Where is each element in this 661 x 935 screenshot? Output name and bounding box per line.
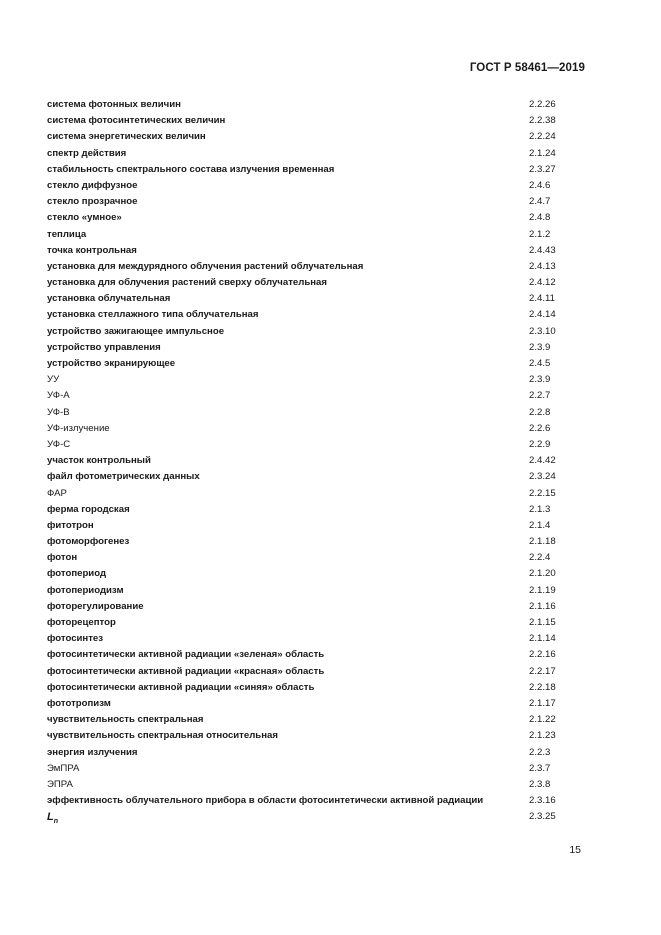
document-header: ГОСТ Р 58461—2019: [469, 62, 585, 74]
index-entry: [47, 728, 561, 744]
index-ref: 2.1.16: [529, 600, 556, 612]
index-entry: [47, 534, 561, 550]
index-term: фоторегулирование: [47, 600, 144, 612]
index-entry: [47, 113, 561, 129]
index-ref: 2.4.7: [529, 196, 551, 208]
index-term: ЭПРА: [47, 778, 73, 790]
index-ref: 2.1.19: [529, 584, 556, 596]
index-ref: 2.1.2: [529, 228, 551, 240]
index-ref: 2.2.15: [529, 487, 556, 499]
index-entry: [47, 129, 561, 145]
index-term: ферма городская: [47, 503, 130, 515]
index-ref: 2.2.4: [529, 552, 551, 564]
index-entry: [47, 631, 561, 647]
index-term: файл фотометрических данных: [47, 471, 200, 483]
index-entry: [47, 777, 561, 793]
index-entry: [47, 793, 561, 809]
index-term: чувствительность спектральная относительная: [47, 730, 278, 742]
index-entry: [47, 194, 561, 210]
index-ref: 2.2.38: [529, 115, 556, 127]
index-term: фотосинтетически активной радиации «красная» область: [47, 665, 325, 677]
index-entry: [47, 453, 561, 469]
index-entry: [47, 324, 561, 340]
index-entry: [47, 372, 561, 388]
index-entry: [47, 210, 561, 226]
index-term: фитотрон: [47, 519, 94, 531]
index-term: стекло «умное»: [47, 212, 122, 224]
index-entry: [47, 599, 561, 615]
index-ref: 2.1.14: [529, 633, 556, 645]
index-term-subscript: n: [53, 818, 59, 826]
index-entry: [47, 745, 561, 761]
index-ref: 2.1.22: [529, 714, 556, 726]
index-ref: 2.4.6: [529, 179, 551, 191]
index-entry: [47, 437, 561, 453]
index-ref: 2.4.8: [529, 212, 551, 224]
index-ref: 2.2.9: [529, 438, 551, 450]
index-entry: [47, 405, 561, 421]
index-term: фотосинтез: [47, 633, 104, 645]
index-entry: [47, 356, 561, 372]
index-term: система фотосинтетических величин: [47, 115, 226, 127]
index-term: фотоморфогенез: [47, 536, 130, 548]
index-entry: [47, 259, 561, 275]
index-term: устройство экранирующее: [47, 358, 176, 369]
index-term: устройство зажигающее импульсное: [47, 325, 225, 337]
index-entry: [47, 696, 561, 712]
index-ref: 2.3.7: [529, 762, 551, 774]
index-ref: 2.3.24: [529, 471, 556, 483]
index-term: фотосинтетически активной радиации «синяя» область: [47, 681, 315, 693]
index-ref: 2.3.16: [529, 795, 556, 807]
index-entry: [47, 275, 561, 291]
index-term: УФ-А: [47, 390, 70, 402]
index-ref: 2.4.11: [529, 293, 555, 305]
index-entry: [47, 712, 561, 728]
index-ref: 2.4.42: [529, 455, 556, 467]
index-ref: 2.4.14: [529, 309, 556, 321]
index-ref: 2.3.27: [529, 163, 556, 175]
index-term: установка облучательная: [47, 293, 171, 305]
index-entry: [47, 518, 561, 534]
index-term: устройство управления: [47, 341, 161, 353]
index-entry: [47, 615, 561, 631]
index-entry: [47, 486, 561, 502]
index-term: УФ-С: [47, 438, 71, 450]
index-entry: [47, 647, 561, 663]
index-term: спектр действия: [47, 147, 127, 159]
index-term: УФ-В: [47, 406, 70, 418]
index-term: УУ: [47, 374, 60, 386]
index-entry: [47, 388, 561, 404]
index-entry: [47, 583, 561, 599]
index-term: установка для облучения растений сверху облучательная: [47, 277, 327, 289]
index-term: теплица: [47, 228, 87, 240]
index-term: чувствительность спектральная: [47, 714, 204, 726]
index-entry: [47, 340, 561, 356]
index-ref: 2.1.17: [529, 697, 556, 709]
index-term-symbol: L: [47, 811, 54, 824]
index-entry: [47, 97, 561, 113]
index-ref: 2.2.8: [529, 406, 551, 418]
index-term: фотон: [47, 552, 78, 564]
index-ref: 2.1.23: [529, 730, 556, 742]
index-term: система энергетических величин: [47, 131, 206, 143]
index-entry: [47, 307, 561, 323]
index-term: фототропизм: [47, 697, 111, 709]
index-ref: 2.1.4: [529, 519, 551, 531]
index-term: установка для междурядного облучения растений облучательная: [47, 260, 364, 272]
index-term: фоторецептор: [47, 617, 116, 628]
index-entry: [47, 243, 561, 259]
index-term: [47, 809, 58, 830]
index-term: ФАР: [47, 487, 67, 499]
index-term: эффективность облучательного прибора в области фотосинтетически активной радиации: [47, 795, 484, 807]
index-entry: [47, 761, 561, 777]
index-term: участок контрольный: [47, 455, 151, 467]
index-term: ЭмПРА: [47, 762, 80, 774]
index-ref: 2.3.25: [529, 811, 556, 823]
index-term: энергия излучения: [47, 746, 138, 758]
index-entry: [47, 809, 561, 825]
index-entry: [47, 502, 561, 518]
index-ref: 2.4.13: [529, 260, 556, 272]
index-ref: 2.2.3: [529, 746, 551, 758]
index-entry: [47, 421, 561, 437]
index-term: фотосинтетически активной радиации «зеленая» область: [47, 649, 325, 661]
index-ref: 2.2.26: [529, 99, 556, 110]
index-ref: 2.2.17: [529, 665, 556, 677]
index-ref: 2.1.24: [529, 147, 556, 159]
alphabetical-index: [47, 97, 561, 825]
index-term: система фотонных величин: [47, 99, 181, 110]
index-entry: [47, 291, 561, 307]
index-entry: [47, 664, 561, 680]
index-term: стабильность спектрального состава излучения временная: [47, 163, 335, 175]
page-number: 15: [569, 844, 581, 856]
index-entry: [47, 680, 561, 696]
index-ref: 2.4.12: [529, 277, 556, 289]
index-ref: 2.1.15: [529, 617, 556, 628]
index-ref: 2.3.8: [529, 778, 551, 790]
index-ref: 2.3.9: [529, 374, 551, 386]
index-term: установка стеллажного типа облучательная: [47, 309, 259, 321]
index-entry: [47, 162, 561, 178]
index-ref: 2.2.18: [529, 681, 556, 693]
index-ref: 2.4.43: [529, 244, 556, 256]
index-term: УФ-излучение: [47, 422, 110, 434]
index-ref: 2.1.3: [529, 503, 551, 515]
index-term: точка контрольная: [47, 244, 137, 256]
index-entry: [47, 469, 561, 485]
index-term: стекло диффузное: [47, 179, 138, 191]
index-entry: [47, 566, 561, 582]
index-entry: [47, 227, 561, 243]
index-ref: 2.2.6: [529, 422, 551, 434]
index-entry: [47, 146, 561, 162]
index-ref: 2.2.7: [529, 390, 551, 402]
index-ref: 2.1.18: [529, 536, 556, 548]
index-ref: 2.3.10: [529, 325, 556, 337]
index-term: стекло прозрачное: [47, 196, 138, 208]
index-ref: 2.4.5: [529, 358, 551, 369]
index-entry: [47, 550, 561, 566]
index-ref: 2.2.24: [529, 131, 556, 143]
index-ref: 2.3.9: [529, 341, 551, 353]
index-entry: [47, 178, 561, 194]
index-ref: 2.1.20: [529, 568, 556, 580]
index-ref: 2.2.16: [529, 649, 556, 661]
index-term: фотопериодизм: [47, 584, 124, 596]
index-term: фотопериод: [47, 568, 107, 580]
